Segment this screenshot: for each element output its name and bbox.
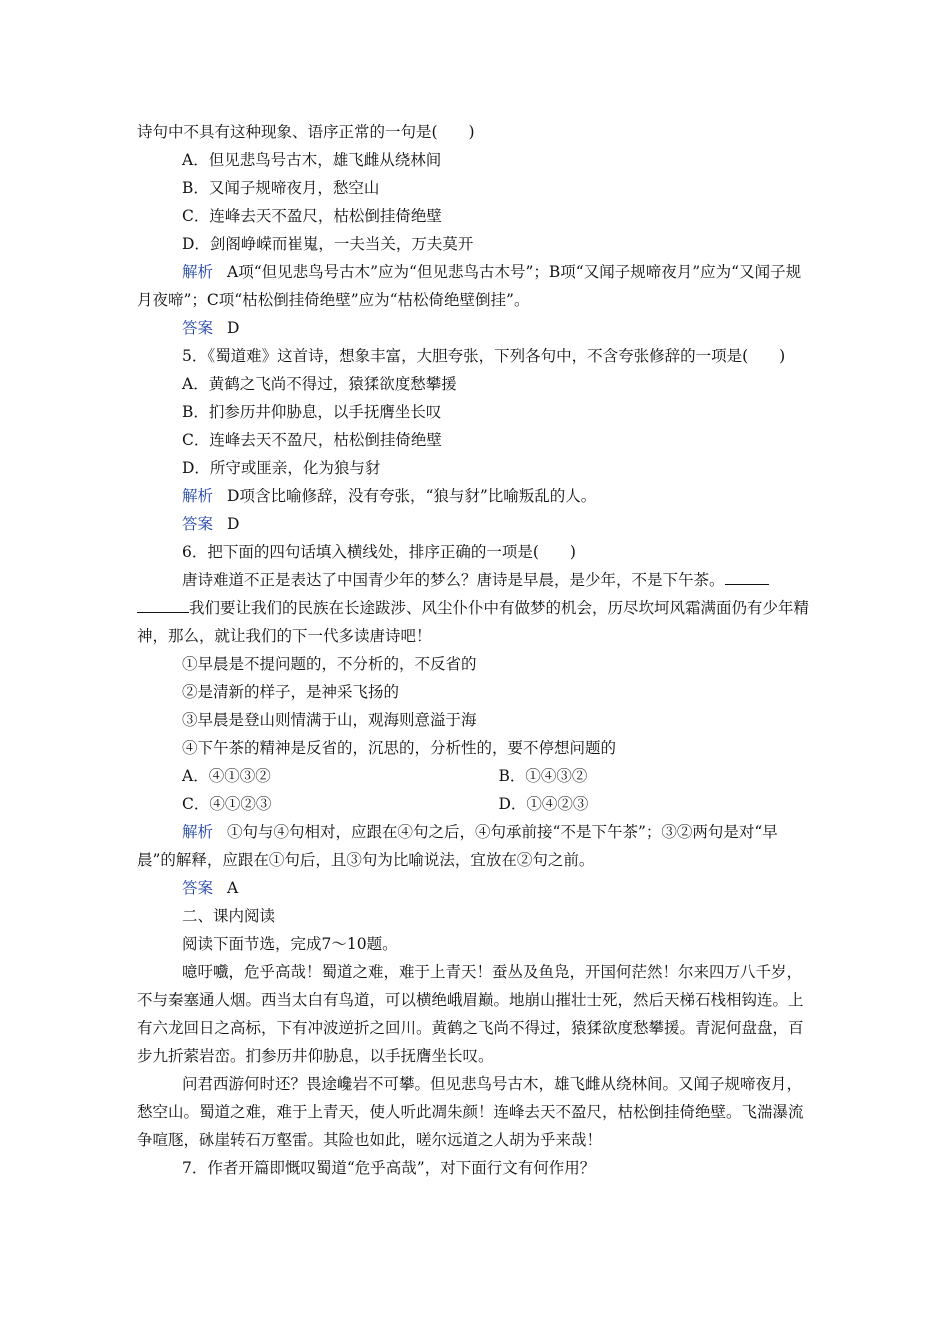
answer-label: 答案 (182, 879, 214, 897)
fill-blank-line (725, 566, 769, 585)
poem-paragraph-1: 噫吁嚱，危乎高哉！蜀道之难，难于上青天！蚕丛及鱼凫，开国何茫然！尔来四万八千岁，不与秦塞通人烟。西当太白有鸟道，可以横绝峨眉巅。地崩山摧壮士死，然后天梯石栈相钩连。上有六龙回日之高标，下有冲波逆折之回川。黄鹤之飞尚不得过，猿猱欲度愁攀援。青泥何盘盘，百步九折萦岩峦。扪参历井仰胁息，以手抚膺坐长叹。 (137, 963, 804, 1065)
fill-blank-line (137, 594, 189, 613)
q6-option-d: D．①④②③ (498, 795, 589, 813)
reading-instruction: 阅读下面节选，完成7～10题。 (182, 935, 398, 953)
q6-stem: 6．把下面的四句话填入横线处，排序正确的一项是( ) (182, 543, 576, 561)
q6-option-a: A．④①③② (182, 767, 271, 785)
q4-stem-tail: 诗句中不具有这种现象、语序正常的一句是( ) (137, 123, 475, 141)
q6-options-row-1 (137, 762, 815, 790)
analysis-label: 解析 (182, 823, 214, 841)
q5-stem: 5．《蜀道难》这首诗，想象丰富，大胆夸张，下列各句中，不含夸张修辞的一项是( ) (182, 347, 786, 365)
q6-passage (137, 566, 815, 650)
q6-options-row-2 (137, 790, 815, 818)
q6-sentence-4: ④下午茶的精神是反省的，沉思的，分析性的，要不停想问题的 (182, 739, 617, 757)
document-page (137, 118, 815, 1182)
answer-label: 答案 (182, 515, 214, 533)
q4-analysis (137, 258, 815, 314)
q4-option-b: B．又闻子规啼夜月，愁空山 (182, 179, 380, 197)
q5-option-a: A．黄鹤之飞尚不得过，猿猱欲度愁攀援 (182, 375, 457, 393)
q6-passage-before: 唐诗难道不正是表达了中国青少年的梦么？唐诗是早晨，是少年，不是下午茶。 (182, 571, 725, 589)
q6-sentence-3: ③早晨是登山则情满于山，观海则意溢于海 (182, 711, 477, 729)
q7-stem: 7．作者开篇即慨叹蜀道“危乎高哉”，对下面行文有何作用？ (182, 1159, 596, 1177)
analysis-label: 解析 (182, 487, 214, 505)
poem-paragraph-2: 问君西游何时还？畏途巉岩不可攀。但见悲鸟号古木，雄飞雌从绕林间。又闻子规啼夜月，愁空山。蜀道之难，难于上青天，使人听此凋朱颜！连峰去天不盈尺，枯松倒挂倚绝壁。飞湍瀑流争喧豗，砯崖转石万壑雷。其险也如此，嗟尔远道之人胡为乎来哉！ (137, 1075, 804, 1149)
q6-option-c: C．④①②③ (182, 795, 272, 813)
q6-passage-after: 我们要让我们的民族在长途跋涉、风尘仆仆中有做梦的机会，历尽坎坷风霜满面仍有少年精神，那么，就让我们的下一代多读唐诗吧！ (137, 599, 810, 645)
q5-analysis (137, 482, 815, 510)
q6-option-b: B．①④③② (498, 767, 588, 785)
q5-analysis-text: D项含比喻修辞，没有夸张，“狼与豺”比喻叛乱的人。 (227, 487, 597, 505)
q5-answer-text: D (227, 515, 240, 533)
q5-option-d: D．所守或匪亲，化为狼与豺 (182, 459, 381, 477)
q6-sentence-2: ②是清新的样子，是神采飞扬的 (182, 683, 400, 701)
q5-option-c: C．连峰去天不盈尺，枯松倒挂倚绝壁 (182, 431, 442, 449)
q6-answer (137, 874, 815, 902)
q4-option-d: D．剑阁峥嵘而崔嵬，一夫当关，万夫莫开 (182, 235, 474, 253)
section-heading: 二、课内阅读 (182, 907, 276, 925)
q5-option-b: B．扪参历井仰胁息，以手抚膺坐长叹 (182, 403, 442, 421)
q6-analysis (137, 818, 815, 874)
q6-answer-text: A (227, 879, 239, 897)
q6-sentence-1: ①早晨是不提问题的，不分析的，不反省的 (182, 655, 477, 673)
answer-label: 答案 (182, 319, 214, 337)
q5-answer (137, 510, 815, 538)
q6-analysis-text: ①句与④句相对，应跟在④句之后，④句承前接“不是下午茶”；③②两句是对“早晨”的解释，应跟在①句后，且③句为比喻说法，宜放在②句之前。 (137, 823, 778, 869)
q4-answer (137, 314, 815, 342)
q4-answer-text: D (227, 319, 240, 337)
q4-analysis-text: A项“但见悲鸟号古木”应为“但见悲鸟古木号”；B项“又闻子规啼夜月”应为“又闻子规月夜啼”；C项“枯松倒挂倚绝壁”应为“枯松倚绝壁倒挂”。 (137, 263, 802, 309)
q4-option-c: C．连峰去天不盈尺，枯松倒挂倚绝壁 (182, 207, 442, 225)
q4-option-a: A．但见悲鸟号古木，雄飞雌从绕林间 (182, 151, 442, 169)
analysis-label: 解析 (182, 263, 214, 281)
